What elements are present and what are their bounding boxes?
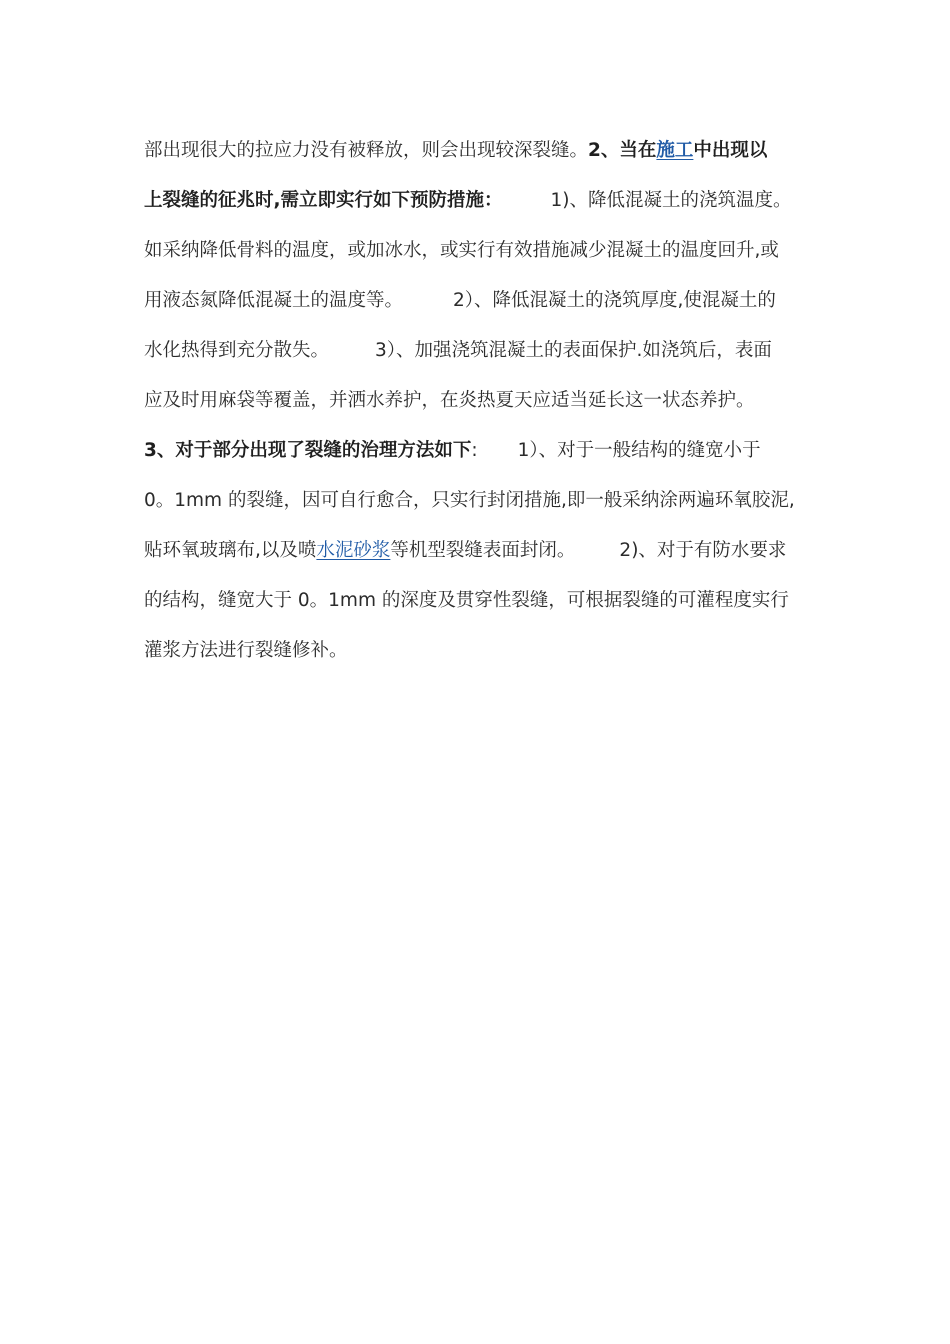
text-segment: 如采纳降低骨料的温度，或加冰水，或实行有效措施减少混凝土的温度回升,或: [144, 240, 779, 261]
text-line-4: [144, 276, 824, 326]
text-segment: 灌浆方法进行裂缝修补。: [144, 640, 348, 661]
text-segment: 1）、对于一般结构的缝宽小于: [517, 440, 761, 461]
text-line-7: [144, 426, 824, 476]
text-segment: 2)、对于有防水要求: [619, 540, 787, 561]
text-line-3: [144, 226, 824, 276]
text-segment: 3）、加强浇筑混凝土的表面保护.如浇筑后，表面: [375, 340, 772, 361]
text-segment: 水化热得到充分散失。: [144, 340, 330, 361]
section-heading-3: 3、对于部分出现了裂缝的治理方法如下: [144, 440, 472, 461]
text-segment: 0。1mm 的裂缝，因可自行愈合，只实行封闭措施,即一般采纳涂两遍环氧胶泥,: [144, 490, 795, 511]
text-segment: 的结构，缝宽大于 0。1mm 的深度及贯穿性裂缝，可根据裂缝的可灌程度实行: [144, 590, 789, 611]
text-line-11: [144, 626, 824, 676]
text-line-6: [144, 376, 824, 426]
document-body: [144, 126, 824, 676]
link-shigong[interactable]: 施工: [656, 140, 694, 161]
text-segment: 2）、降低混凝土的浇筑厚度,使混凝土的: [453, 290, 776, 311]
text-segment: 贴环氧玻璃布,以及喷: [144, 540, 317, 561]
text-line-10: [144, 576, 824, 626]
text-segment: 用液态氮降低混凝土的温度等。: [144, 290, 404, 311]
text-line-5: [144, 326, 824, 376]
text-line-1: [144, 126, 824, 176]
link-shuini-shajiang[interactable]: 水泥砂浆: [316, 540, 391, 561]
text-segment: 1)、降低混凝土的浇筑温度。: [550, 190, 792, 211]
text-segment: :: [471, 440, 478, 461]
text-line-8: [144, 476, 824, 526]
text-segment: 部出现很大的拉应力没有被释放，则会出现较深裂缝。: [144, 140, 589, 161]
section-heading-2-start: 2、当在: [588, 140, 657, 161]
text-segment: 应及时用麻袋等覆盖，并洒水养护，在炎热夏天应适当延长这一状态养护。: [144, 390, 755, 411]
section-heading-2-cont: 中出现以: [693, 140, 768, 161]
text-line-2: [144, 176, 824, 226]
text-segment: 等机型裂缝表面封闭。: [390, 540, 576, 561]
text-line-9: [144, 526, 824, 576]
section-heading-2-end: 上裂缝的征兆时,需立即实行如下预防措施：: [144, 190, 503, 211]
